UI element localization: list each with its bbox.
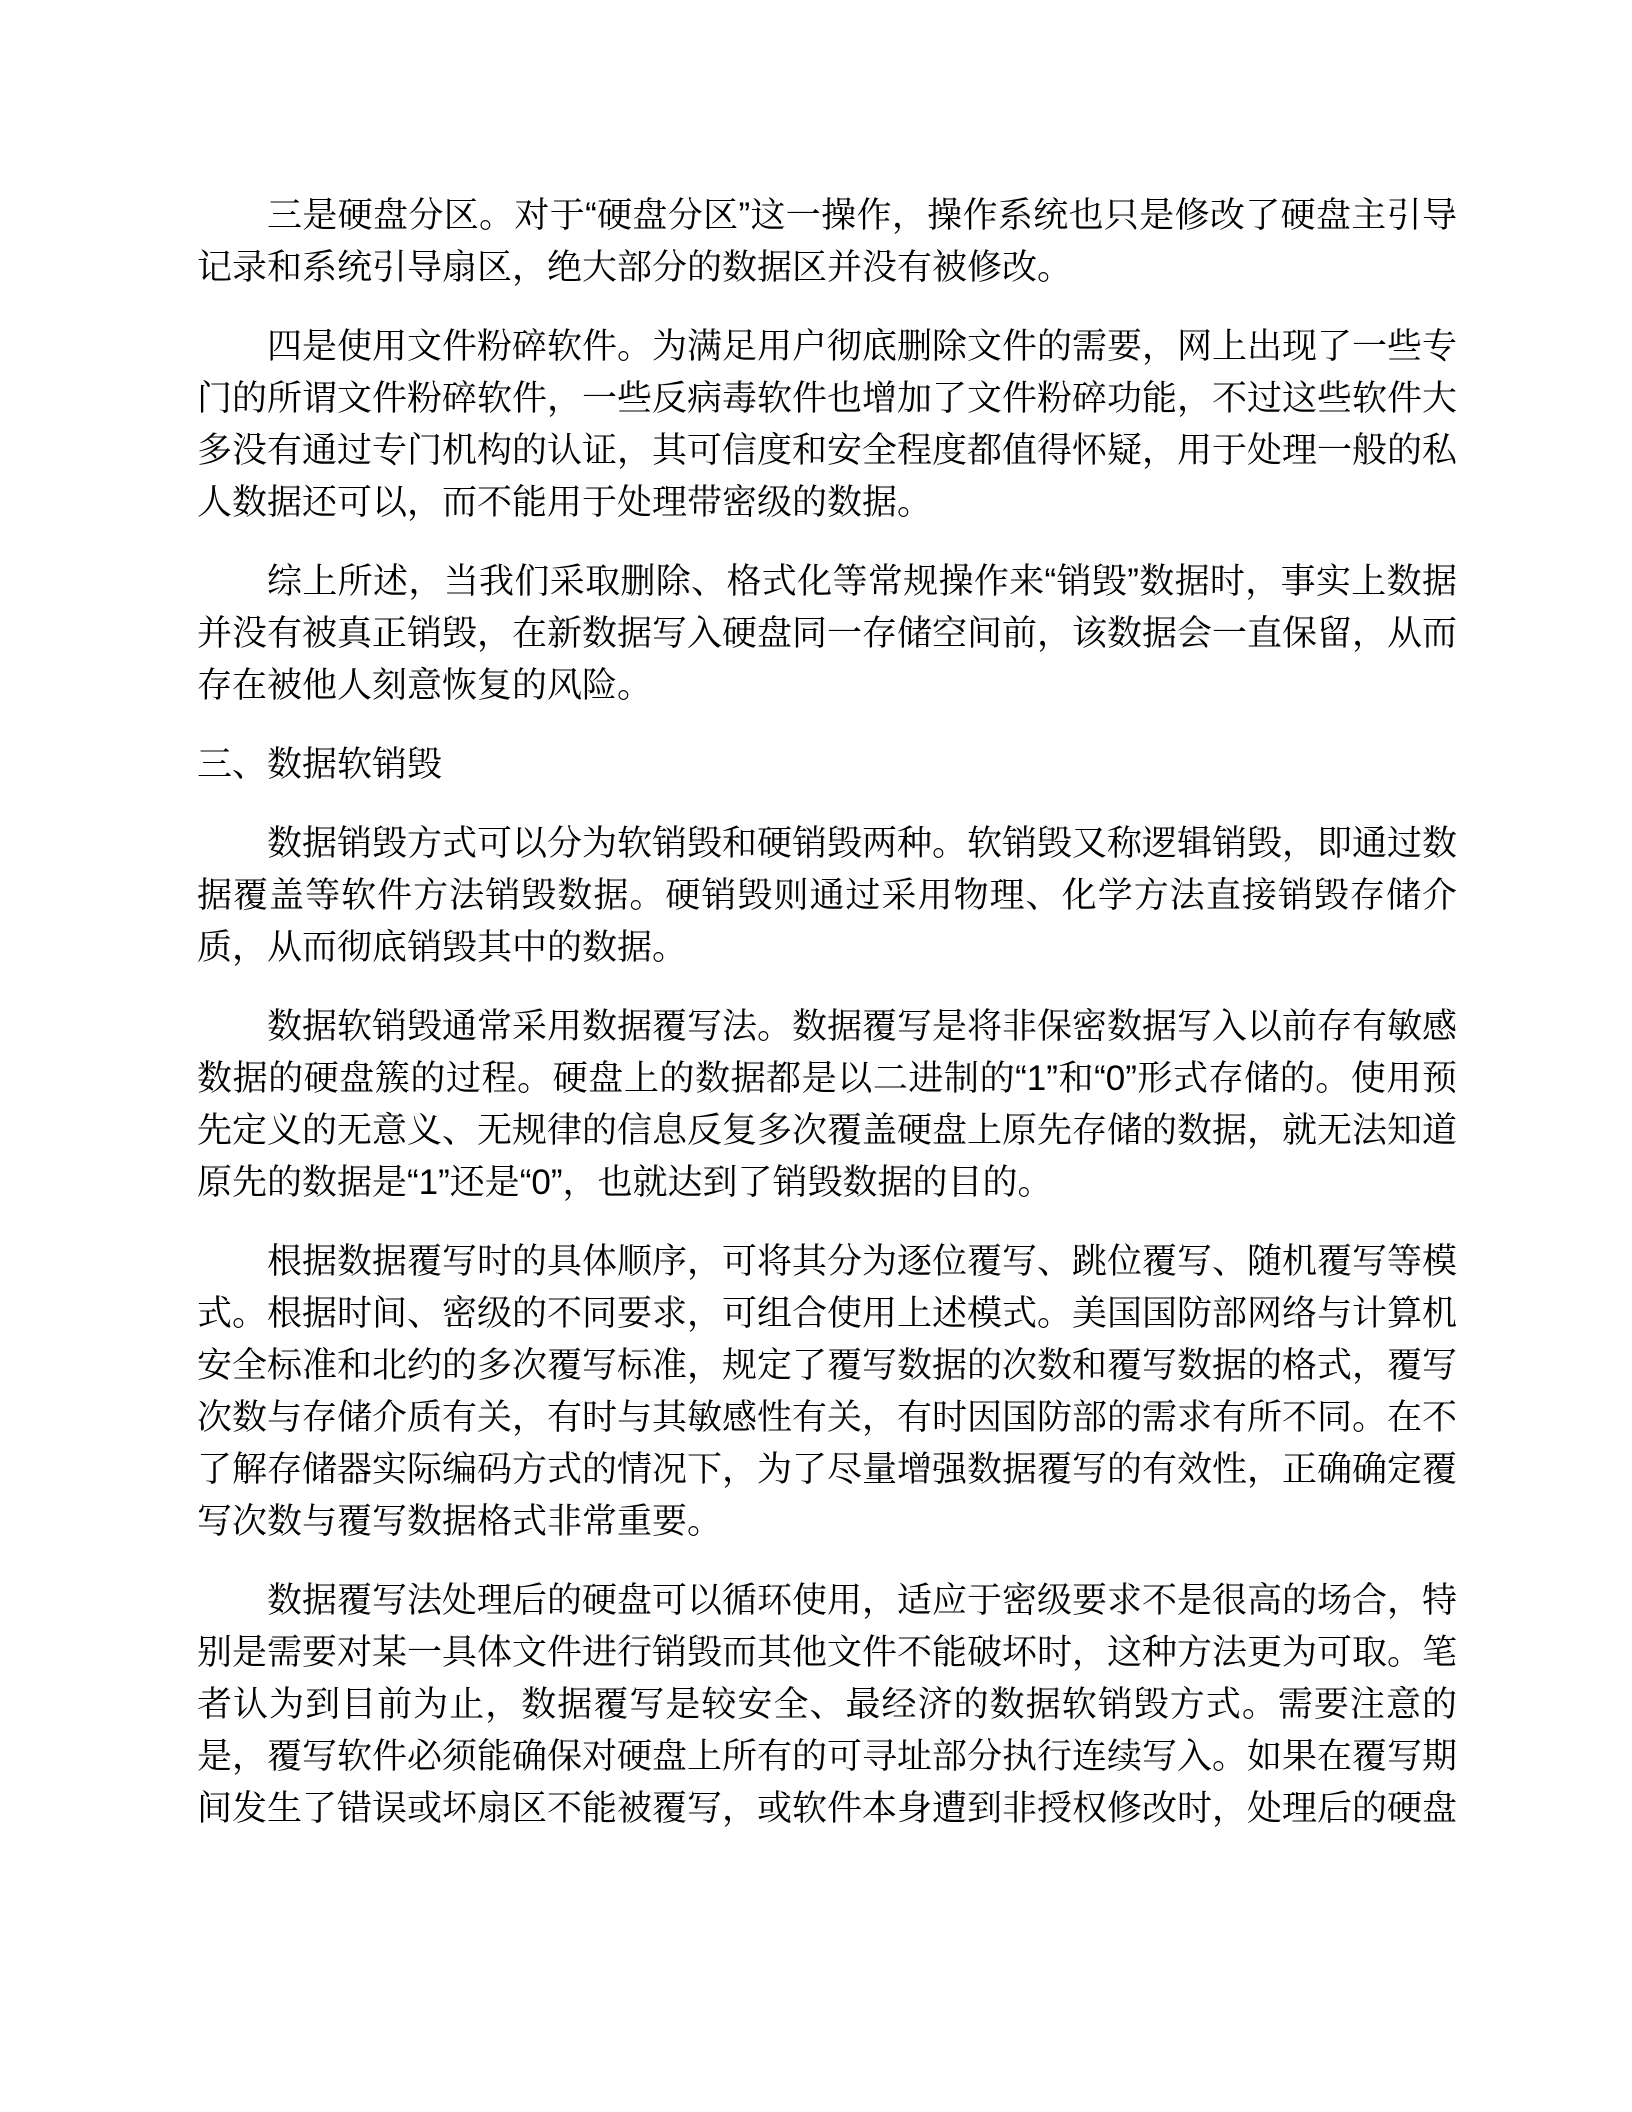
paragraph-overwrite-advantages-caveats: 数据覆写法处理后的硬盘可以循环使用，适应于密级要求不是很高的场合，特别是需要对某一具体文件进行销毁而其他文件不能破坏时，这种方法更为可取。笔者认为到目前为止，数据覆写是较安全、最经济的数据软销毁方式。需要注意的是，覆写软件必须能确保对硬盘上所有的可寻址部分执行连续写入。如果在覆写期间发生了错误或坏扇区不能被覆写，或软件本身遭到非授权修改时，处理后的硬盘 <box>197 1581 1458 1828</box>
paragraph-overwrite-method: 数据软销毁通常采用数据覆写法。数据覆写是将非保密数据写入以前存有敏感数据的硬盘簇的过程。硬盘上的数据都是以二进制的“1”和“0”形式存储的。使用预先定义的无意义、无规律的信息反复多次覆盖硬盘上原先存储的数据，就无法知道原先的数据是“1”还是“0”，也就达到了销毁数据的目的。 <box>197 1007 1458 1202</box>
paragraph-overwrite-modes-standards: 根据数据覆写时的具体顺序，可将其分为逐位覆写、跳位覆写、随机覆写等模式。根据时间、密级的不同要求，可组合使用上述模式。美国国防部网络与计算机安全标准和北约的多次覆写标准，规定了覆写数据的次数和覆写数据的格式，覆写次数与存储介质有关，有时与其敏感性有关，有时因国防部的需求有所不同。在不了解存储器实际编码方式的情况下，为了尽量增强数据覆写的有效性，正确确定覆写次数与覆写数据格式非常重要。 <box>197 1242 1458 1541</box>
paragraph-soft-vs-hard-destruction: 数据销毁方式可以分为软销毁和硬销毁两种。软销毁又称逻辑销毁，即通过数据覆盖等软件方法销毁数据。硬销毁则通过采用物理、化学方法直接销毁存储介质，从而彻底销毁其中的数据。 <box>197 824 1458 967</box>
document-content <box>197 190 1457 1835</box>
section-heading-soft-destruction: 三、数据软销毁 <box>197 745 443 784</box>
paragraph-summary-risk: 综上所述，当我们采取删除、格式化等常规操作来“销毁”数据时，事实上数据并没有被真正销毁，在新数据写入硬盘同一存储空间前，该数据会一直保留，从而存在被他人刻意恢复的风险。 <box>197 562 1458 705</box>
paragraph-disk-partition: 三是硬盘分区。对于“硬盘分区”这一操作，操作系统也只是修改了硬盘主引导记录和系统引导扇区，绝大部分的数据区并没有被修改。 <box>197 196 1457 287</box>
paragraph-file-shredder-software: 四是使用文件粉碎软件。为满足用户彻底删除文件的需要，网上出现了一些专门的所谓文件粉碎软件，一些反病毒软件也增加了文件粉碎功能，不过这些软件大多没有通过专门机构的认证，其可信度和安全程度都值得怀疑，用于处理一般的私人数据还可以，而不能用于处理带密级的数据。 <box>197 327 1458 522</box>
